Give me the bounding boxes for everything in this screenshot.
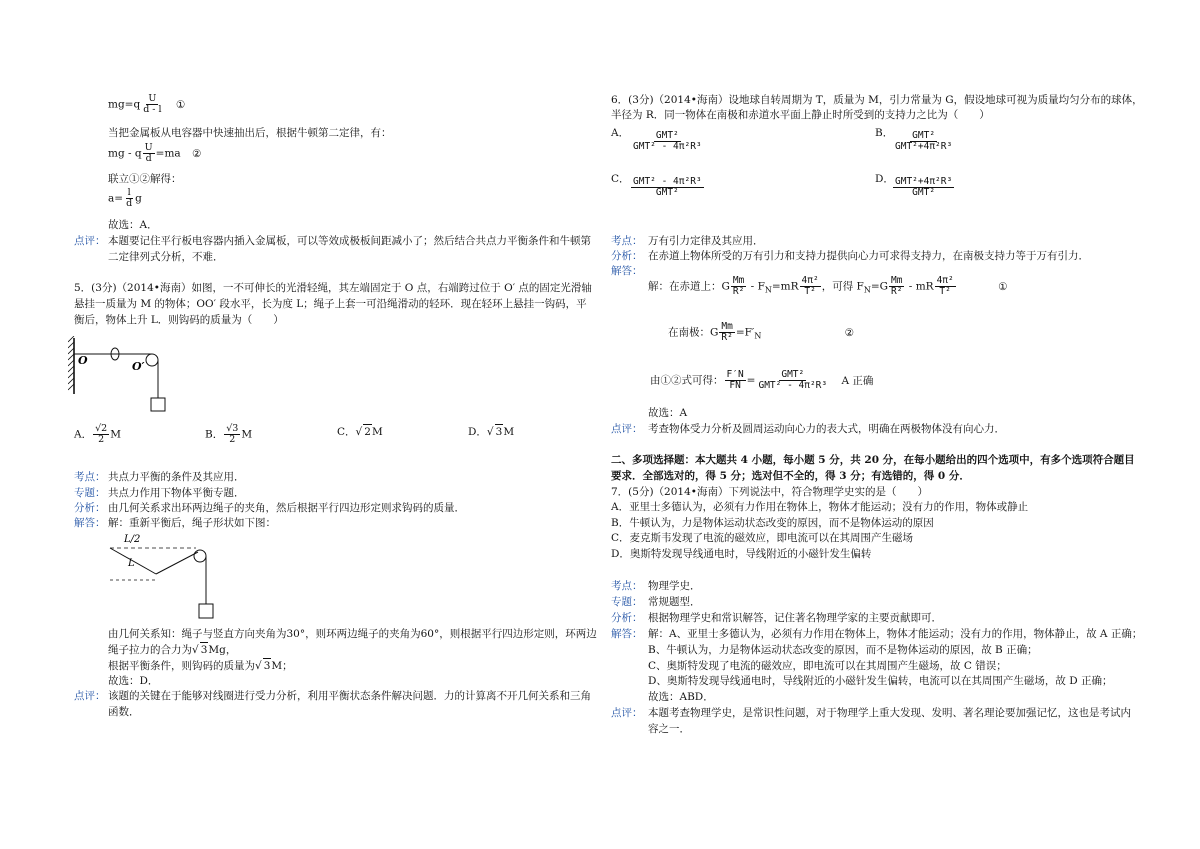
q6-solution-line3	[650, 370, 873, 391]
q6-sol2-prefix: 在南极：G	[668, 326, 719, 339]
q5-option-a-den: 2	[98, 434, 105, 445]
q6-sol1-mid2: =mR	[771, 280, 799, 293]
q6-option-a-frac	[630, 131, 705, 152]
q6-option-b-fraction	[893, 131, 954, 152]
q6-sol3-frac2	[756, 370, 829, 391]
q5-option-b-tail: M	[241, 428, 253, 441]
q5-option-d	[468, 424, 514, 439]
q6-option-b-frac	[892, 131, 955, 152]
q5-option-b-num: √3	[226, 423, 239, 434]
q5-zhuanti: 共点力作用下物体平衡专题．	[108, 487, 245, 499]
q6-fenxi: 在赤道上物体所受的万有引力和支持力提供向心力可求得支持力，在南极支持力等于万有引力．	[648, 250, 1089, 262]
q6-option-a-key: A．	[611, 127, 630, 139]
q6-solution-line1	[648, 276, 1008, 298]
q5-jieda-label: 解答：	[74, 517, 106, 529]
q6-option-c-fraction	[631, 177, 704, 198]
eq3-rhs: g	[135, 192, 142, 205]
q5-jieda-line4-sqrt: √ 3	[255, 660, 271, 672]
q4-comment-line2: 二定律列式分析，不难．	[108, 251, 224, 263]
eq1-num: U	[148, 93, 157, 104]
q7-stem: 7．(5分)（2014•海南）下列说法中，符合物理学史实的是（ ）	[611, 486, 928, 498]
equation-1	[108, 94, 185, 115]
eq1-lhs: mg=q	[108, 98, 141, 111]
q7-jieda-line5: 故选：ABD．	[648, 691, 714, 703]
q7-kaodian-label: 考点：	[611, 580, 643, 592]
eq3-num: l	[127, 187, 131, 198]
q6-sol1-frac2	[800, 276, 821, 297]
q6-sol1-frac1	[731, 276, 746, 297]
q5-figure-setup	[68, 336, 178, 416]
q5-jieda-line4-tail: M；	[271, 660, 293, 672]
eq2-fraction	[143, 143, 155, 164]
q6-option-b-den: GMT²+4π²R³	[895, 141, 953, 152]
q7-jieda-label: 解答：	[611, 628, 643, 640]
q7-jieda-line3: C、奥斯特发现了电流的磁效应，即电流可以在其周围产生磁场，故 C 错误；	[648, 660, 1007, 672]
q7-option-b: B．牛顿认为，力是物体运动状态改变的原因，而不是物体运动的原因	[611, 517, 934, 529]
q6-sol1-sub1: N	[764, 285, 772, 295]
q7-zhuanti: 常规题型．	[648, 596, 701, 608]
q5-jieda-line3-tail: Mg，	[208, 644, 237, 656]
q6-sol1-frac3	[889, 276, 904, 297]
q5-option-d-tail: M	[503, 426, 515, 438]
q6-sol3-eq: =	[746, 374, 756, 387]
eq1-den: d - l	[143, 104, 162, 115]
q5-option-d-key: D．	[468, 426, 487, 438]
q6-sol1-f1n: Mm	[732, 275, 745, 286]
q6-jieda-label: 解答：	[611, 265, 643, 277]
q5-jieda-line3-text: 绳子拉力的合力为	[108, 644, 192, 656]
q5-fenxi: 由几何关系求出环两边绳子的夹角，然后根据平行四边形定则求钩码的质量．	[108, 502, 465, 514]
q5-jieda-line3-sqrt: √ 3	[192, 644, 208, 656]
q5-figure-solution	[106, 532, 226, 624]
q7-zhuanti-label: 专题：	[611, 596, 643, 608]
q5-zhuanti-label: 专题：	[74, 487, 106, 499]
q5-jieda-line3	[108, 642, 236, 657]
eq2-rhs: =ma	[155, 147, 181, 160]
q7-fenxi: 根据物理学史和常识解答，记住著名物理学家的主要贡献即可．	[648, 612, 942, 624]
q5-option-c-tail: M	[371, 426, 383, 438]
q5-stem-line1: 5．(3分)（2014•海南）如图，一不可伸长的光滑轻绳，其左端固定于 O 点，右端跨过位于 O′ 点的固定光滑轴	[74, 282, 592, 294]
q6-sol1-mid3: ，可得 F	[821, 280, 864, 293]
eq1-fraction	[141, 94, 163, 115]
q6-fenxi-label: 分析：	[611, 250, 643, 262]
q5-fenxi-label: 分析：	[74, 502, 106, 514]
section2-heading-line1: 二、多项选择题：本大题共 4 小题，每小题 5 分，共 20 分，在每小题给出的四个选项中，有多个选项符合题目	[611, 454, 1135, 466]
fig1-o-label: O	[78, 354, 88, 367]
q6-option-c-frac	[630, 177, 705, 198]
q7-jieda-line1: 解：A、亚里士多德认为，必须有力作用在物体上，物体才能运动；没有力的作用，物体静止，故 A 正确；	[648, 628, 1143, 640]
q5-option-c-key: C．	[337, 426, 356, 438]
q6-sol3-prefix: 由①②式可得：	[650, 374, 724, 387]
q6-sol1-f4n: 4π²	[936, 275, 954, 286]
q7-comment-line1: 本题考查物理学史，是常识性问题，对于物理学上重大发现、发明、著名理论要加强记忆，这也是考试内	[648, 707, 1131, 719]
equation-3	[108, 188, 142, 209]
q6-comment-label: 点评：	[611, 423, 643, 435]
q6-option-b-key: B．	[875, 127, 894, 139]
q5-option-c-root: 2	[364, 426, 371, 438]
q5-option-d-sqrt: √ 3	[486, 426, 503, 438]
q5-stem-line3: 衡后，物体上升 L．则钩码的质量为（ ）	[74, 314, 284, 326]
q6-option-c	[611, 172, 630, 186]
q6-sol3-f2n: GMT²	[781, 369, 805, 380]
q7-kaodian: 物理学史．	[648, 580, 701, 592]
eq3-lhs: a=	[108, 192, 124, 205]
q6-sol1-sub2: N	[863, 285, 871, 295]
q5-jieda-line3-root: 3	[200, 644, 208, 656]
q7-comment-label: 点评：	[611, 707, 643, 719]
q6-sol1-f2n: 4π²	[801, 275, 819, 286]
q6-option-b	[875, 126, 893, 140]
q7-option-c: C．麦克斯韦发现了电流的磁效应，即电流可以在其周围产生磁场	[611, 532, 914, 544]
q6-sol1-f3d: R²	[891, 286, 903, 297]
q5-stem-line2: 悬挂一质量为 M 的物体；OO′ 段水平，长为度 L；绳子上套一可沿绳滑动的轻环．现在轻环上悬挂一钩码，平	[74, 298, 587, 310]
q5-option-a-frac	[93, 424, 109, 445]
q6-sol2-fd: R²	[721, 332, 733, 343]
q6-option-a	[611, 126, 629, 140]
q7-option-a: A．亚里士多德认为，必须有力作用在物体上，物体才能运动；没有力的作用，物体或静止	[611, 501, 1029, 513]
fig2-l-label: L	[128, 558, 135, 569]
eq3-text: 联立①②解得：	[108, 173, 182, 185]
q5-jieda-line4-root: 3	[263, 660, 271, 672]
q5-option-d-root: 3	[495, 426, 503, 438]
q6-sol3-f1d: FN	[729, 380, 741, 391]
q6-sol3-tail: A 正确	[841, 374, 874, 387]
q5-comment-label: 点评：	[74, 690, 106, 702]
eq3-fraction	[124, 188, 134, 209]
q4-comment-line1: 本题要记住平行板电容器内插入金属板，可以等效成极板间距减小了；然后结合共点力平衡条件和牛顿第	[108, 235, 591, 247]
q5-option-b-den: 2	[229, 434, 236, 445]
section2-heading-line2: 要求．全部选对的，得 5 分；选对但不全的，得 3 分；有选错的，得 0 分．	[611, 470, 970, 482]
fig1-o2-label: O′	[132, 360, 145, 373]
q5-jieda-line4-text: 根据平衡条件，则钩码的质量为	[108, 660, 255, 672]
q6-option-d-fraction	[893, 177, 954, 198]
q6-stem-line1: 6．(3分)（2014•海南）设地球自转周期为 T，质量为 M，引力常量为 G，假设地球可视为质量均匀分布的球体，	[611, 94, 1143, 106]
q6-option-a-num: GMT²	[655, 130, 679, 141]
q6-comment: 考查物体受力分析及圆周运动向心力的表大式，明确在两极物体没有向心力．	[648, 423, 1005, 435]
q5-jieda-line1: 解：重新平衡后，绳子形状如下图：	[108, 517, 276, 529]
q6-option-c-num: GMT² - 4π²R³	[633, 176, 702, 187]
q6-sol2-mid: =F′	[735, 326, 755, 339]
q7-jieda-line2: B、牛顿认为，力是物体运动状态改变的原因，而不是物体运动的原因，故 B 正确；	[648, 644, 1038, 656]
q6-sol2-mark: ②	[844, 326, 855, 339]
q6-option-a-den: GMT² - 4π²R³	[633, 141, 702, 152]
q5-kaodian: 共点力平衡的条件及其应用．	[108, 471, 245, 483]
q5-option-b-frac	[224, 424, 240, 445]
q5-kaodian-label: 考点：	[74, 471, 106, 483]
q5-jieda-line2: 由几何关系知：绳子与竖直方向夹角为30°，则环两边绳子的夹角为60°，则根据平行四边形定则，环两边	[108, 628, 597, 640]
eq2-mark: ②	[192, 147, 202, 160]
q6-sol1-f2d: T²	[804, 286, 816, 297]
eq1-text: 当把金属板从电容器中快速抽出后，根据牛顿第二定律，有：	[108, 127, 392, 139]
q6-solution-line2	[668, 322, 854, 344]
q6-option-d-den: GMT²	[912, 187, 936, 198]
q6-sol2-fn: Mm	[721, 321, 733, 332]
q5-comment-line2: 函数．	[108, 706, 140, 718]
q6-sol1-mid1: - F	[747, 280, 765, 293]
q5-option-b	[205, 424, 252, 445]
q6-sol1-f1d: R²	[732, 286, 745, 297]
q6-option-d-frac	[892, 177, 955, 198]
eq3-den: d	[126, 198, 133, 209]
q6-sol2-frac	[719, 322, 734, 343]
q6-option-d-num: GMT²+4π²R³	[895, 176, 953, 187]
right-column	[600, 0, 1200, 849]
q6-sol3-f1n: F′N	[726, 369, 744, 380]
eq2-lhs: mg - q	[108, 147, 142, 160]
q6-sol3-f2d: GMT² - 4π²R³	[758, 380, 828, 391]
q6-sol1-f4d: T²	[939, 286, 951, 297]
q6-sol1-mark: ①	[998, 280, 1008, 293]
q5-comment-line1: 该题的关键在于能够对线圈进行受力分析，利用平衡状态条件解决问题．力的计算离不开几何关系和三角	[108, 690, 591, 702]
q7-comment-line2: 容之一．	[648, 723, 690, 735]
fig2-half-label: L/2	[124, 534, 141, 545]
eq2-num: U	[144, 142, 153, 153]
q5-option-c-sqrt: √ 2	[355, 426, 371, 438]
q5-option-a-tail: M	[110, 428, 121, 441]
q6-sol1-frac4	[935, 276, 956, 297]
q5-choice: 故选：D．	[108, 675, 159, 687]
q6-sol2-sub: N	[754, 331, 762, 341]
q6-option-a-fraction	[631, 131, 704, 152]
q6-sol3-frac1	[725, 370, 746, 391]
q6-sol1-f3n: Mm	[891, 275, 903, 286]
q4-comment-label: 点评：	[74, 235, 106, 247]
q6-option-b-num: GMT²	[912, 130, 936, 141]
q4-choice: 故选：A．	[108, 219, 158, 231]
q5-jieda-line4	[108, 658, 293, 673]
q6-sol1-prefix: 解：在赤道上：G	[648, 280, 730, 293]
q7-option-d: D．奥斯特发现导线通电时，导线附近的小磁针发生偏转	[611, 548, 872, 560]
q7-jieda-line4: D、奥斯特发现导线通电时，导线附近的小磁针发生偏转，电流可以在其周围产生磁场，故 D 正确；	[648, 675, 1113, 687]
q6-option-d-key: D．	[875, 173, 894, 185]
eq1-mark: ①	[175, 98, 186, 111]
equation-2	[108, 143, 201, 164]
eq2-den: d	[145, 153, 152, 164]
q6-sol1-mid4: =G	[870, 280, 889, 293]
q5-option-c	[337, 424, 383, 439]
q5-option-a	[74, 424, 121, 445]
q7-fenxi-label: 分析：	[611, 612, 643, 624]
q6-option-c-den: GMT²	[655, 187, 679, 198]
q5-option-a-num: √2	[95, 423, 108, 434]
q6-kaodian: 万有引力定律及其应用．	[648, 235, 764, 247]
q6-kaodian-label: 考点：	[611, 235, 643, 247]
q6-stem-line2: 半径为 R．同一物体在南极和赤道水平面上静止时所受到的支持力之比为（ ）	[611, 109, 990, 121]
q5-option-b-key: B．	[205, 428, 224, 441]
q6-sol1-mid5: - mR	[905, 280, 934, 293]
q5-option-a-key: A．	[74, 428, 93, 441]
q6-choice: 故选：A	[648, 407, 688, 419]
q6-option-c-key: C．	[611, 173, 630, 185]
